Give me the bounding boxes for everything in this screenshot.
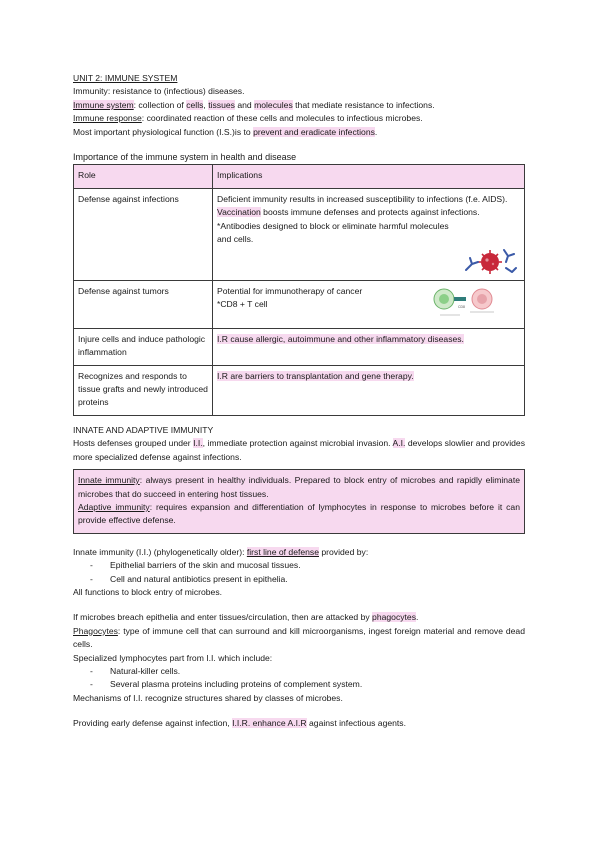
phagocytes-term: Phagocytes [73, 625, 118, 636]
immune-system-term: Immune system [73, 99, 134, 110]
table-header-row [74, 165, 525, 188]
immune-response-definition: Immune response: coordinated reaction of these cells and molecules to infectious microbes. [73, 113, 423, 124]
cd8-tcell-image [432, 285, 498, 319]
virus-icon [478, 250, 502, 274]
immunity-definitions-box: Innate immunity: always present in healthy individuals. Prepared to block entry of microbes and rapidly eliminate microbes that do succeed in entering host tissues. Adaptive immunity: requires expansion and differentiation of lymphocytes in response to microbes before it can provide effective defense. [73, 469, 525, 534]
breach-line: If microbes breach epithelia and enter tissues/circulation, then are attacked by phagocytes. [73, 612, 419, 623]
list-item: - Cell and natural antibiotics present in epithelia. [73, 573, 525, 586]
implications-cell: Potential for immunotherapy of cancer *CD8 + T cell CD8 [213, 280, 525, 328]
all-functions: All functions to block entry of microbes. [73, 586, 223, 597]
implications-cell: I.R are barriers to transplantation and gene therapy. [213, 365, 525, 415]
innate-adaptive-heading: INNATE AND ADAPTIVE IMMUNITY [73, 424, 214, 435]
role-cell: Defense against tumors [74, 280, 213, 328]
role-cell: Injure cells and induce pathologic inflammation [74, 328, 213, 365]
immune-response-term: Immune response [73, 113, 142, 124]
implications-cell: I.R cause allergic, autoimmune and other inflammatory diseases. [213, 328, 525, 365]
document-page [73, 72, 525, 731]
tumor-cell-icon [472, 289, 492, 309]
list-item: - Several plasma proteins including proteins of complement system. [73, 678, 525, 691]
table-row [74, 365, 525, 415]
implications-cell: Deficient immunity results in increased susceptibility to infections (f.e. AIDS). Vaccination boosts immune defenses and protects against infections. *Antibodies designed to block or eliminate harmful molecules and cells. [213, 188, 525, 280]
role-cell: Recognizes and responds to tissue grafts and newly introduced proteins [74, 365, 213, 415]
barrier-list [73, 559, 525, 586]
specialized-lymphocytes: Specialized lymphocytes part from I.I. which include: [73, 652, 273, 663]
unit-title: UNIT 2: IMMUNE SYSTEM [73, 73, 178, 83]
header-role: Role [74, 165, 213, 188]
table-row [74, 188, 525, 280]
lymphocyte-list [73, 665, 525, 692]
virus-antibody-image [460, 242, 518, 276]
physiological-function: Most important physiological function (I.S.)is to prevent and eradicate infections. [73, 126, 378, 137]
mechanisms-line: Mechanisms of I.I. recognize structures shared by classes of microbes. [73, 692, 343, 703]
final-line: Providing early defense against infection, I.I.R. enhance A.I.R against infectious agents. [73, 718, 406, 729]
vaccination-term: Vaccination [217, 207, 261, 218]
t-cell-icon [434, 289, 454, 309]
table-row [74, 280, 525, 328]
immune-system-definition: Immune system: collection of cells, tissues and molecules that mediate resistance to infections. [73, 99, 435, 110]
innate-adaptive-intro: Hosts defenses grouped under I.I., immediate protection against microbial invasion. A.I. develops slowlier and provides more specialized defense against infections. [73, 438, 525, 462]
role-cell: Defense against infections [74, 188, 213, 280]
innate-immunity-term: Innate immunity [78, 475, 140, 486]
table-row [74, 328, 525, 365]
importance-table [73, 164, 525, 415]
immunity-definition: Immunity: resistance to (infectious) diseases. [73, 86, 245, 97]
innate-line: Innate immunity (I.I.) (phylogenetically older): first line of defense provided by: [73, 546, 369, 557]
list-item: - Epithelial barriers of the skin and mucosal tissues. [73, 559, 525, 572]
table-caption: Importance of the immune system in health and disease [73, 152, 297, 163]
cd8-label: CD8 [458, 304, 466, 309]
header-implications: Implications [213, 165, 525, 188]
list-item: - Natural-killer cells. [73, 665, 525, 678]
adaptive-immunity-term: Adaptive immunity [78, 501, 150, 512]
phagocytes-definition: Phagocytes: type of immune cell that can surround and kill microorganisms, ingest foreign material and remove dead cells. [73, 625, 525, 650]
